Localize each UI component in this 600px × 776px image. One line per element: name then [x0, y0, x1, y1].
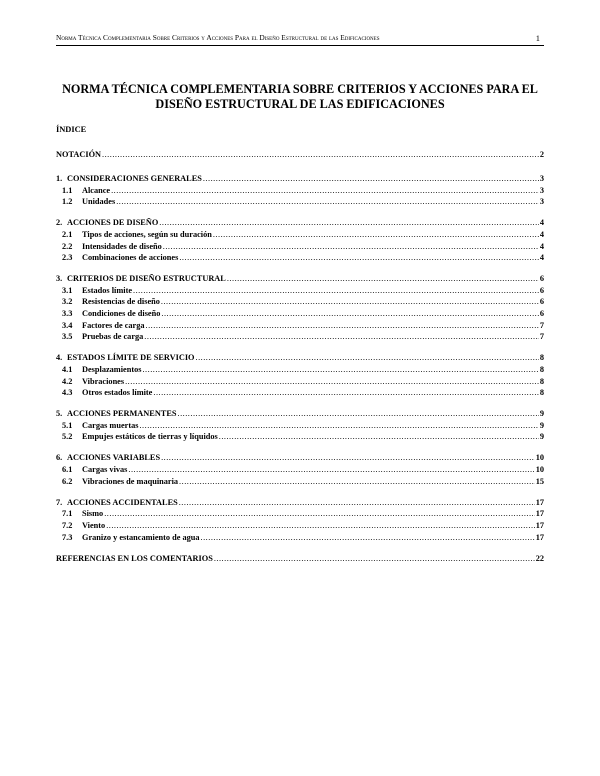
toc-page-number: 17: [535, 532, 544, 542]
toc-entry[interactable]: [56, 229, 544, 241]
toc-entry-label-group: [56, 273, 226, 285]
toc-section-number: 2.1: [62, 229, 73, 239]
toc-entry[interactable]: [56, 464, 544, 476]
toc-entry-label-group: [56, 420, 138, 432]
toc-section-title: ACCIONES PERMANENTES: [67, 409, 177, 419]
toc-spacer: [56, 208, 544, 218]
toc-entry[interactable]: [56, 217, 544, 229]
toc-entry-label-group: [56, 241, 162, 253]
toc-entry-label-group: [56, 308, 160, 320]
toc-dot-leader: [214, 553, 535, 565]
toc-entry[interactable]: [56, 352, 544, 364]
toc-dot-leader: [203, 173, 539, 185]
toc-entry[interactable]: [56, 185, 544, 197]
toc-page-number: 10: [535, 465, 544, 475]
toc-dot-leader: [219, 431, 539, 443]
document-title: [56, 82, 544, 112]
toc-dot-leader: [196, 352, 539, 364]
toc-dot-leader: [163, 241, 539, 253]
toc-entry[interactable]: [56, 273, 544, 285]
toc-entry-label-group: [56, 173, 202, 185]
toc-section-title: Estados límite: [82, 285, 133, 295]
toc-section-title: Cargas muertas: [82, 420, 139, 430]
toc-section-title: Desplazamientos: [82, 364, 142, 374]
toc-spacer: [56, 543, 544, 553]
toc-entry-label-group: [56, 520, 105, 532]
toc-section-title: Tipos de acciones, según su duración: [82, 229, 212, 239]
toc-page-number: 3: [539, 197, 544, 207]
toc-section-title: Vibraciones: [82, 376, 125, 386]
toc-dot-leader: [146, 320, 539, 332]
toc-spacer: [56, 487, 544, 497]
toc-section-number: 3.2: [62, 297, 73, 307]
running-title: Norma Técnica Complementaria Sobre Criterios y Acciones Para el Diseño Estructural de las Edificaciones: [56, 33, 380, 42]
toc-section-number: 6.: [56, 453, 63, 463]
toc-section-title: Pruebas de carga: [82, 332, 144, 342]
toc-entry[interactable]: [56, 420, 544, 432]
toc-section-number: 4.2: [62, 376, 73, 386]
toc-section-number: 1.2: [62, 197, 73, 207]
toc-entry-label-group: [56, 229, 212, 241]
toc-section-title: Sismo: [82, 509, 104, 519]
toc-dot-leader: [139, 420, 538, 432]
toc-dot-leader: [128, 464, 534, 476]
toc-entry-label-group: [56, 497, 178, 509]
toc-page-number: 17: [535, 509, 544, 519]
toc-section-title: Otros estados límite: [82, 388, 153, 398]
toc-section-title: ACCIONES ACCIDENTALES: [67, 497, 178, 507]
toc-entry[interactable]: [56, 408, 544, 420]
toc-dot-leader: [161, 452, 535, 464]
toc-page-number: 4: [539, 229, 544, 239]
toc-entry-label-group: [56, 452, 160, 464]
toc-dot-leader: [116, 196, 539, 208]
toc-entry[interactable]: [56, 296, 544, 308]
toc-section-title: ACCIONES DE DISEÑO: [67, 218, 159, 228]
toc-section-number: 7.: [56, 497, 63, 507]
toc-entry[interactable]: [56, 196, 544, 208]
toc-entry-label-group: [56, 431, 218, 443]
toc-spacer: [56, 161, 544, 174]
toc-entry-label-group: [56, 352, 195, 364]
toc-entry-label-group: [56, 331, 143, 343]
toc-page-number: 9: [539, 409, 544, 419]
toc-page-number: 9: [539, 432, 544, 442]
toc-dot-leader: [106, 520, 535, 532]
toc-entry-label-group: [56, 376, 124, 388]
toc-section-number: 3.1: [62, 285, 73, 295]
toc-section-title: Combinaciones de acciones: [82, 253, 179, 263]
toc-dot-leader: [111, 185, 539, 197]
document-title-line-2: DISEÑO ESTRUCTURAL DE LAS EDIFICACIONES: [155, 97, 445, 111]
toc-page-number: 6: [539, 274, 544, 284]
toc-section-title: Viento: [82, 520, 106, 530]
toc-section-number: 6.1: [62, 465, 73, 475]
toc-section-title: ACCIONES VARIABLES: [67, 453, 161, 463]
toc-section-number: 3.4: [62, 320, 73, 330]
toc-entry-label-group: [56, 364, 141, 376]
toc-section-title: Resistencias de diseño: [82, 297, 160, 307]
running-header: [56, 33, 544, 46]
toc-page-number: 17: [535, 520, 544, 530]
toc-entry[interactable]: [56, 252, 544, 264]
toc-section-title: Cargas vivas: [82, 465, 128, 475]
toc-section-number: 3.5: [62, 332, 73, 342]
toc-dot-leader: [179, 252, 539, 264]
toc-entry-label-group: [56, 508, 103, 520]
toc-page-number: 4: [539, 241, 544, 251]
toc-dot-leader: [179, 476, 535, 488]
toc-section-number: 2.3: [62, 253, 73, 263]
toc-entry-label-group: [56, 196, 115, 208]
toc-section-title: Alcance: [82, 185, 111, 195]
toc-dot-leader: [161, 296, 539, 308]
toc-section-title: CONSIDERACIONES GENERALES: [67, 174, 202, 184]
toc-entry[interactable]: [56, 320, 544, 332]
toc-dot-leader: [227, 273, 539, 285]
toc-section-number: 4.: [56, 353, 63, 363]
toc-section-title: Empujes estáticos de tierras y líquidos: [82, 432, 218, 442]
toc-page-number: 6: [539, 285, 544, 295]
toc-spacer: [56, 399, 544, 409]
toc-page-number: 17: [535, 497, 544, 507]
toc-section-number: 5.: [56, 409, 63, 419]
toc-page-number: 7: [539, 332, 544, 342]
toc-entry[interactable]: [56, 497, 544, 509]
toc-entry-label-group: [56, 252, 178, 264]
toc-page-number: 6: [539, 297, 544, 307]
toc-entry[interactable]: [56, 331, 544, 343]
toc-entry[interactable]: [56, 508, 544, 520]
toc-section-number: 6.2: [62, 476, 73, 486]
toc-dot-leader: [161, 308, 538, 320]
toc-section-title: REFERENCIAS EN LOS COMENTARIOS: [56, 553, 213, 563]
toc-entry-label-group: [56, 464, 127, 476]
toc-entry[interactable]: [56, 173, 544, 185]
toc-section-title: Factores de carga: [82, 320, 145, 330]
toc-entry[interactable]: [56, 452, 544, 464]
toc-dot-leader: [142, 364, 538, 376]
toc-entry-label-group: [56, 185, 110, 197]
toc-dot-leader: [125, 376, 539, 388]
toc-section-title: Granizo y estancamiento de agua: [82, 532, 200, 542]
toc-dot-leader: [133, 285, 539, 297]
toc-section-title: NOTACIÓN: [56, 150, 102, 159]
toc-dot-leader: [144, 331, 539, 343]
toc-entry[interactable]: [56, 532, 544, 544]
toc-section-title: Condiciones de diseño: [82, 309, 161, 319]
toc-spacer: [56, 264, 544, 274]
toc-page-number: 3: [539, 185, 544, 195]
toc-section-number: 4.1: [62, 364, 73, 374]
toc-section-number: 2.2: [62, 241, 73, 251]
toc-dot-leader: [153, 387, 538, 399]
toc-entry[interactable]: [56, 308, 544, 320]
toc-section-number: 1.1: [62, 185, 73, 195]
toc-dot-leader: [102, 149, 539, 161]
toc-entry[interactable]: [56, 476, 544, 488]
toc-entry[interactable]: [56, 364, 544, 376]
toc-dot-leader: [213, 229, 539, 241]
toc-section-number: 7.1: [62, 509, 73, 519]
toc-entry-label-group: [56, 217, 158, 229]
toc-entry-label-group: [56, 320, 145, 332]
document-title-line-1: NORMA TÉCNICA COMPLEMENTARIA SOBRE CRITERIOS Y ACCIONES PARA EL: [62, 82, 538, 96]
toc-page-number: 8: [539, 364, 544, 374]
toc-section-number: 2.: [56, 218, 63, 228]
toc-entry[interactable]: [56, 285, 544, 297]
toc-entry[interactable]: [56, 376, 544, 388]
toc-section-number: 7.2: [62, 520, 73, 530]
toc-page-number: 22: [535, 553, 544, 563]
toc-entry[interactable]: [56, 520, 544, 532]
toc-dot-leader: [178, 408, 539, 420]
table-of-contents: [56, 149, 544, 564]
toc-entry[interactable]: [56, 431, 544, 443]
toc-section-title: ESTADOS LÍMITE DE SERVICIO: [67, 353, 195, 363]
toc-entry-label-group: [56, 532, 200, 544]
toc-page-number: 15: [535, 476, 544, 486]
toc-page-number: 8: [539, 376, 544, 386]
toc-entry-label-group: [56, 296, 160, 308]
toc-section-number: 3.3: [62, 309, 73, 319]
toc-entry-label-group: [56, 285, 132, 297]
toc-section-title: Unidades: [82, 197, 116, 207]
toc-section-number: 1.: [56, 174, 63, 184]
toc-entry[interactable]: [56, 553, 544, 565]
toc-dot-leader: [159, 217, 539, 229]
toc-section-number: 5.2: [62, 432, 73, 442]
page-number: 1: [535, 33, 540, 43]
index-heading: ÍNDICE: [56, 125, 87, 134]
toc-section-number: 5.1: [62, 420, 73, 430]
toc-spacer: [56, 443, 544, 453]
toc-section-number: 4.3: [62, 388, 73, 398]
toc-page-number: 4: [539, 253, 544, 263]
toc-entry[interactable]: [56, 149, 544, 161]
toc-page-number: 10: [535, 453, 544, 463]
toc-page-number: 3: [539, 174, 544, 184]
toc-page-number: 6: [539, 309, 544, 319]
toc-section-title: CRITERIOS DE DISEÑO ESTRUCTURAL: [67, 274, 226, 284]
toc-entry-label-group: [56, 149, 101, 161]
toc-entry-label-group: [56, 476, 178, 488]
toc-entry-label-group: [56, 553, 213, 565]
toc-dot-leader: [179, 497, 535, 509]
toc-entry[interactable]: [56, 241, 544, 253]
toc-section-number: 3.: [56, 274, 63, 284]
toc-entry-label-group: [56, 408, 177, 420]
toc-page-number: 4: [539, 218, 544, 228]
toc-entry[interactable]: [56, 387, 544, 399]
toc-dot-leader: [201, 532, 535, 544]
toc-page-number: 9: [539, 420, 544, 430]
toc-entry-label-group: [56, 387, 152, 399]
toc-dot-leader: [104, 508, 534, 520]
toc-spacer: [56, 343, 544, 353]
toc-page-number: 7: [539, 320, 544, 330]
toc-section-number: 7.3: [62, 532, 73, 542]
toc-section-title: Intensidades de diseño: [82, 241, 162, 251]
toc-section-title: Vibraciones de maquinaria: [82, 476, 179, 486]
toc-page-number: 8: [539, 388, 544, 398]
toc-page-number: 8: [539, 353, 544, 363]
toc-page-number: 2: [539, 150, 544, 159]
